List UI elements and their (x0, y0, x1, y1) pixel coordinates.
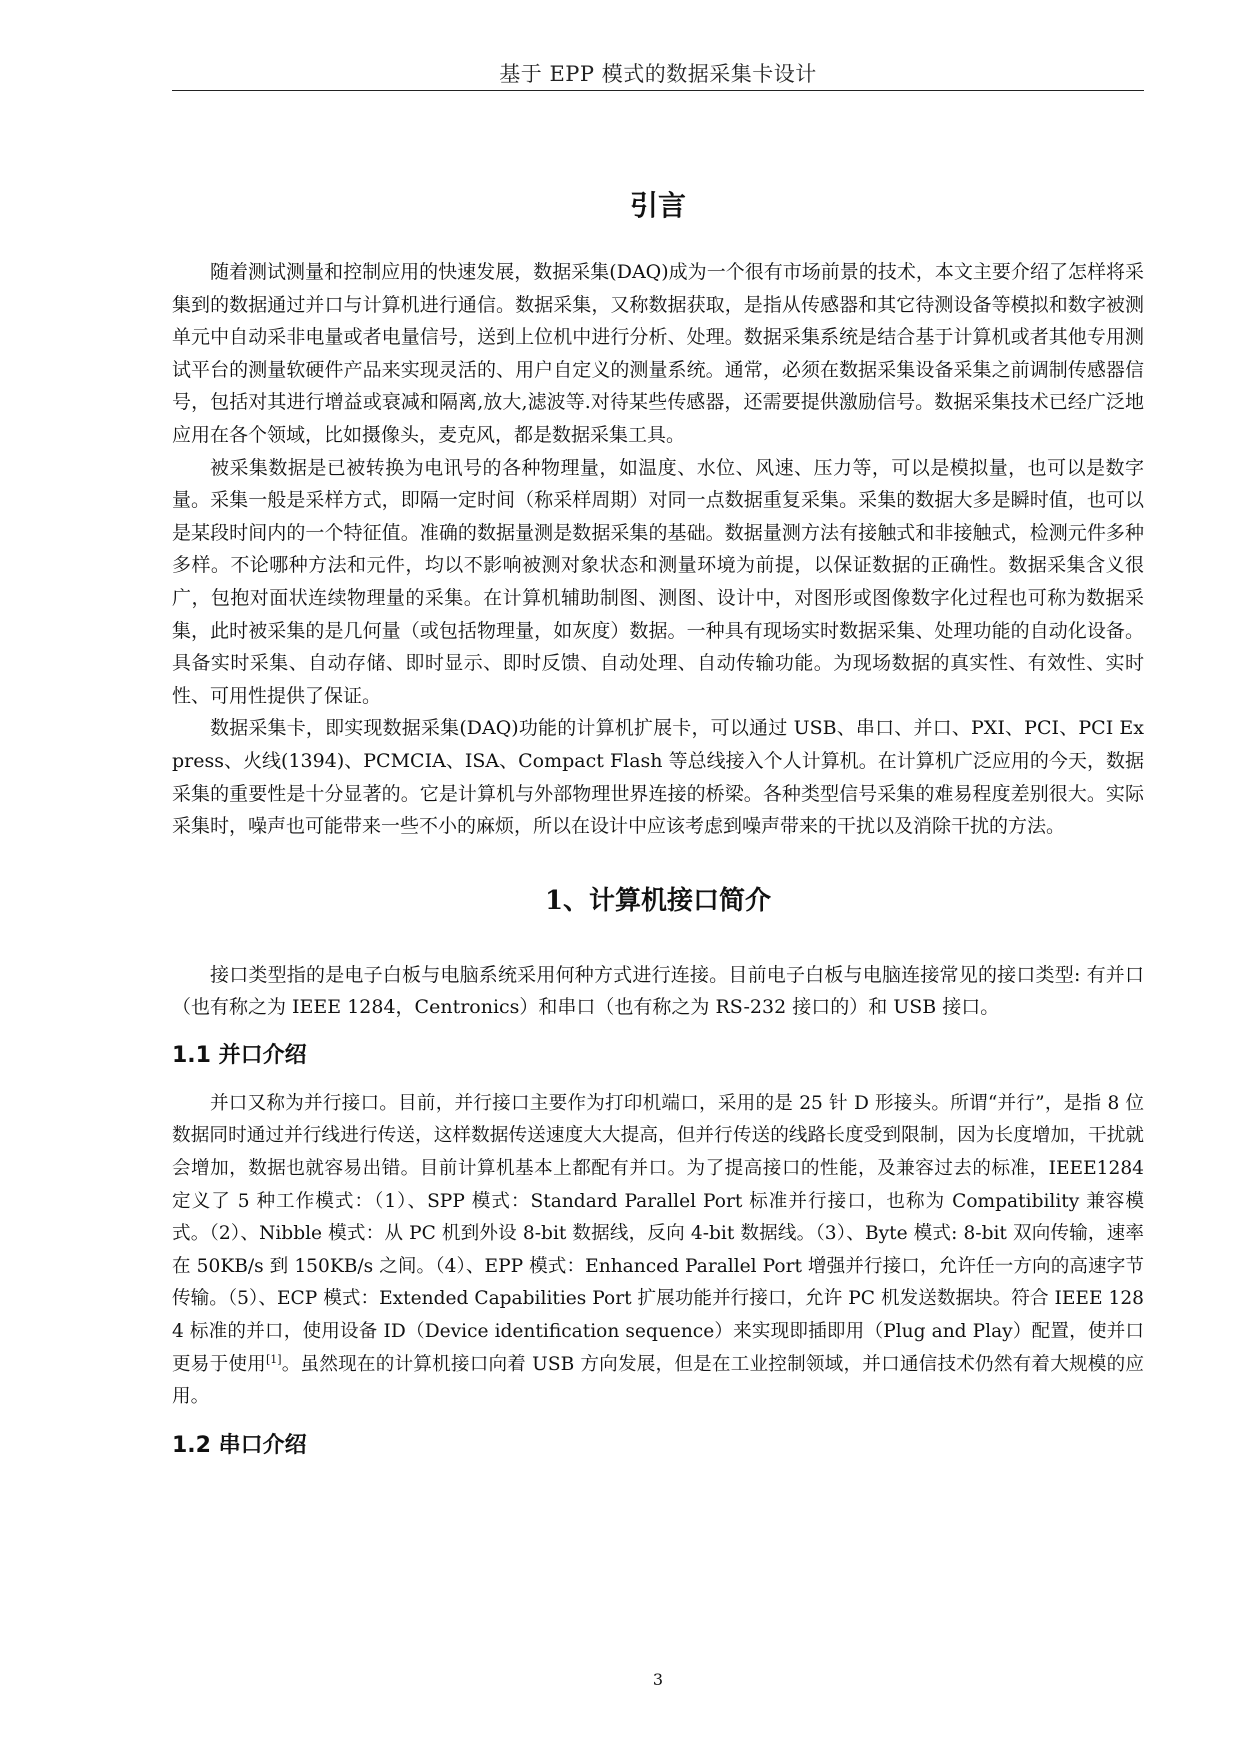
paragraph-text: 并口又称为并行接口。目前，并行接口主要作为打印机端口，采用的是 25 针 D 形接头。所谓“并行”，是指 8 位数据同时通过并行线进行传送，这样数据传送速度大大提高，但并行传送的线路长度受到限制，因为长度增加，干扰就会增加，数据也就容易出错。目前计算机基本上都配有并口。为了提高接口的性能，及兼容过去的标准，IEEE1284 定义了 5 种工作模式：（1）、SPP 模式：Standard Parallel Port 标准并行接口，也称为 Compatibility 兼容模式。（2）、Nibble 模式：从 PC 机到外设 8-bit 数据线，反向 4-bit 数据线。（3）、Byte 模式: 8-bit 双向传输，速率在 50KB/s 到 150KB/s 之间。（4）、EPP 模式：Enhanced Parallel Port 增强并行接口，允许任一方向的高速字节传输。（5）、ECP 模式：Extended Capabilities Port 扩展功能并行接口，允许 PC 机发送数据块。符合 IEEE 1284 标准的并口，使用设备 ID（Device identification sequence）来实现即插即用（Plug and Play）配置，使并口更易于使用 (172, 1092, 1144, 1375)
citation-ref[interactable]: [1] (265, 1352, 282, 1366)
subsection-1-1-paragraph (172, 1088, 1144, 1414)
page-number: 3 (652, 1670, 664, 1689)
intro-paragraph-3: 数据采集卡，即实现数据采集(DAQ)功能的计算机扩展卡，可以通过 USB、串口、并口、PXI、PCI、PCI Express、火线(1394)、PCMCIA、ISA、Compact Flash 等总线接入个人计算机。在计算机广泛应用的今天，数据采集的重要性是十分显著的。它是计算机与外部物理世界连接的桥梁。各种类型信号采集的难易程度差别很大。实际采集时，噪声也可能带来一些不小的麻烦，所以在设计中应该考虑到噪声带来的干扰以及消除干扰的方法。 (172, 717, 1144, 838)
section-1-title: 1、计算机接口简介 (544, 885, 772, 916)
intro-paragraph-1: 随着测试测量和控制应用的快速发展，数据采集(DAQ)成为一个很有市场前景的技术，本文主要介绍了怎样将采集到的数据通过并口与计算机进行通信。数据采集，又称数据获取，是指从传感器和其它待测设备等模拟和数字被测单元中自动采非电量或者电量信号，送到上位机中进行分析、处理。数据采集系统是结合基于计算机或者其他专用测试平台的测量软硬件产品来实现灵活的、用户自定义的测量系统。通常，必须在数据采集设备采集之前调制传感器信号，包括对其进行增益或衰减和隔离,放大,滤波等.对待某些传感器，还需要提供激励信号。数据采集技术已经广泛地应用在各个领域，比如摄像头，麦克风，都是数据采集工具。 (172, 261, 1144, 446)
subsection-1-2-title: 1.2 串口介绍 (172, 1432, 307, 1458)
intro-title: 引言 (629, 189, 686, 222)
section-1-paragraph: 接口类型指的是电子白板与电脑系统采用何种方式进行连接。目前电子白板与电脑连接常见的接口类型: 有并口（也有称之为 IEEE 1284，Centronics）和串口（也有称之为 RS-232 接口的）和 USB 接口。 (172, 963, 1144, 1019)
paragraph-text-continued: 。虽然现在的计算机接口向着 USB 方向发展，但是在工业控制领域，并口通信技术仍然有着大规模的应用。 (172, 1353, 1144, 1408)
header-rule (172, 90, 1144, 91)
intro-paragraph-2: 被采集数据是已被转换为电讯号的各种物理量，如温度、水位、风速、压力等，可以是模拟量，也可以是数字量。采集一般是采样方式，即隔一定时间（称采样周期）对同一点数据重复采集。采集的数据大多是瞬时值，也可以是某段时间内的一个特征值。准确的数据量测是数据采集的基础。数据量测方法有接触式和非接触式，检测元件多种多样。不论哪种方法和元件，均以不影响被测对象状态和测量环境为前提，以保证数据的正确性。数据采集含义很广，包抱对面状连续物理量的采集。在计算机辅助制图、测图、设计中，对图形或图像数字化过程也可称为数据采集，此时被采集的是几何量（或包括物理量，如灰度）数据。一种具有现场实时数据采集、处理功能的自动化设备。具备实时采集、自动存储、即时显示、即时反馈、自动处理、自动传输功能。为现场数据的真实性、有效性、实时性、可用性提供了保证。 (172, 456, 1144, 707)
subsection-1-1-title: 1.1 并口介绍 (172, 1042, 307, 1068)
page-content (172, 186, 1144, 1478)
running-header: 基于 EPP 模式的数据采集卡设计 (499, 62, 817, 86)
